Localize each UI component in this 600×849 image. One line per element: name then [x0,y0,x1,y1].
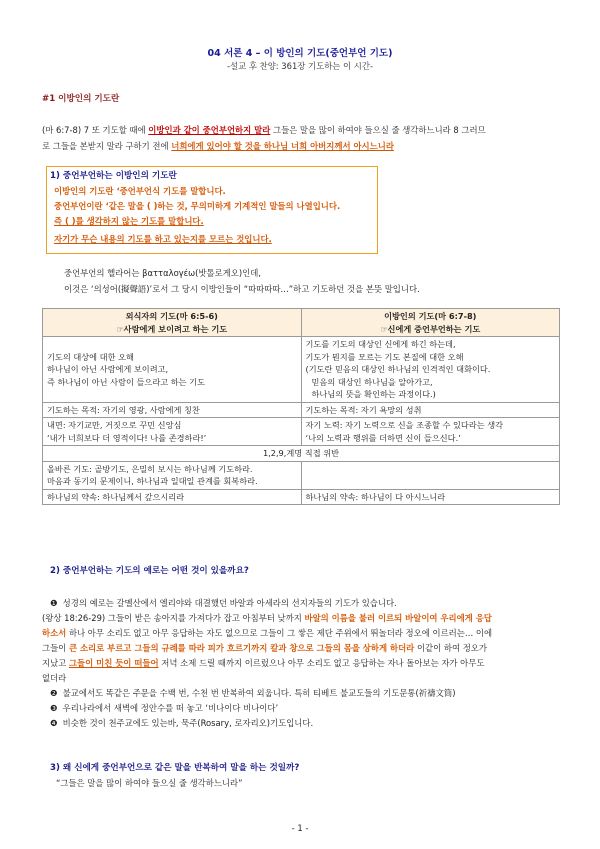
table-cell [43,337,302,403]
text-span: 그들이 [42,643,69,653]
text-span: 하나 아무 소리도 없고 아무 응답하는 자도 없으므로 그들이 그 쌓은 제단 주위에서 뛰놀더라 정오에 이르러는… 이에 [66,628,493,638]
example-line: 없더라 [42,673,67,683]
table-cell: 하나님의 약속: 하나님께서 갚으시리라 [43,489,302,505]
cell-line [47,338,297,351]
table-cell: 기도하는 목적: 자기의 영광, 사람에게 칭찬 [43,402,302,418]
highlight-span: 하소서 [42,628,67,638]
quote-line: “그들은 말을 많이 하여야 들으실 줄 생각하느니라” [56,778,243,788]
text-span: 이같이 하여 정오가 [414,643,487,653]
highlight-span: 너희에게 있어야 할 것을 하나님 너희 아버지께서 아시느니라 [171,141,394,151]
highlight-span: 그들이 미친 듯이 떠들어 [68,658,159,668]
definition-line-3: 즉 ( )를 생각하지 않는 기도를 말합니다. [54,216,204,226]
text-span: 성경의 예로는 갈멜산에서 엘리야와 대결했던 바알과 아세라의 선지자들의 기도가 있습니다. [62,598,397,608]
table-cell [43,418,302,446]
example-line [42,657,484,670]
text-span: 비슷한 것이 천주교에도 있는바, 묵주(Rosary, 로자리오)기도입니다. [62,718,314,728]
scripture-line-2 [42,140,394,153]
page-title: 04 서론 4 – 이 방인의 기도(중언부언 기도) [207,48,393,59]
definition-line-2: 중언부언이란 ‘같은 말을 ( )하는 것, 무의미하게 기계적인 말들의 나열입니다. [54,201,341,211]
example-item-1 [50,597,397,610]
example-line [42,642,487,655]
cell-line: 자기 노력: 자기 노력으로 신을 조종할 수 있다라는 생각 [305,420,504,430]
table-cell [301,418,560,446]
table-cell [301,337,560,403]
number-bullet-icon: ❷ [50,688,58,698]
cell-line: ‘내가 너희보다 더 영적이다! 나를 존경하라!’ [47,432,207,443]
cell-line: ‘나의 노력과 행위를 더하면 신이 들으신다.’ [305,432,461,443]
definition-line-4: 자기가 무슨 내용의 기도를 하고 있는지를 모르는 것입니다. [54,234,272,244]
number-bullet-icon: ❹ [50,718,58,728]
table-cell: 기도하는 목적: 자기 욕망의 성취 [301,402,560,418]
text-span: 지났고 [42,658,69,668]
scripture-line-1 [42,124,486,137]
table-cell: 하나님의 약속: 하나님이 다 아시느니라 [301,489,560,505]
number-bullet-icon: ❶ [50,598,58,608]
table-row [43,446,560,462]
table-row [43,402,560,418]
table-header-left [43,309,302,337]
example-line [42,627,492,640]
onomatopoeia-line: 이것은 ‘의성어(擬聲語)’로서 그 당시 이방인들이 “따따따따…”하고 기도하던 것을 본뜻 말입니다. [64,284,420,294]
text-span: 로 그들을 본받지 말라 구하기 전에 [42,141,172,151]
table-header-row [43,309,560,337]
table-row [43,489,560,505]
cell-line: 믿음의 대상인 하나님을 알아가고, [311,376,433,387]
question-heading-2: 2) 중언부언하는 기도의 예로는 어떤 것이 있을까요? [50,566,249,576]
question-heading-1: 1) 중언부언하는 이방인의 기도란 [50,171,177,181]
number-bullet-icon: ❸ [50,703,58,713]
table-row [43,337,560,403]
highlight-span: 바알의 이름을 불러 이르되 바알이여 우리에게 응답 [304,613,492,623]
cell-line: 마음과 동기의 문제이니, 하나님과 일대일 관계를 회복하라. [47,476,258,486]
text-span: (왕상 18:26-29) 그들이 받은 송아지를 가져다가 잡고 아침부터 낮까지 [42,613,305,623]
header-text: 이방인의 기도(마 6:7-8) [384,311,477,321]
table-row [43,461,560,489]
question-heading-3: 3) 왜 신에게 중언부언으로 같은 말을 반복하여 말을 하는 것일까? [50,763,300,773]
cell-line: 기도가 뭔지를 모르는 기도 본질에 대한 오해 [305,351,464,362]
table-row [43,418,560,446]
cell-line: 하나님의 뜻을 확인하는 과정이다.) [311,389,436,399]
highlight-span: 이방인과 같이 중언부언하지 말라 [148,125,271,135]
example-line [42,612,492,625]
cell-line: 올바른 기도: 골방기도, 은밀히 보시는 하나님께 기도하라. [47,463,253,474]
cell-line: (기도란 믿음의 대상인 하나님의 인격적인 대화이다. [305,364,491,374]
cell-line: 즉 하나님이 아닌 사람이 들으라고 하는 기도 [47,376,205,387]
table-header-right [301,309,560,337]
table-cell-empty [301,461,560,489]
cell-line: 기도를 기도의 대상인 신에게 하긴 하는데, [305,339,456,349]
example-item-2 [50,687,456,700]
cell-line: 하나님이 아닌 사람에게 보이려고, [47,364,169,374]
text-span: (마 6:7-8) 7 또 기도할 때에 [42,125,149,135]
greek-word-line: 중언부언의 헬라어는 βατταλογέω(밧톨로게오)인데, [64,268,262,278]
cell-line: 기도의 대상에 대한 오해 [47,351,134,362]
cell-line: 내면: 자기교만, 거짓으로 꾸민 신앙심 [47,420,182,430]
page-subtitle: -설교 후 찬양: 361장 기도하는 이 시간- [227,61,373,71]
header-text: ☞사람에게 보이려고 하는 기도 [116,323,228,334]
definition-line-1: 이방인의 기도란 ‘중언부언식 기도를 말합니다. [54,186,226,196]
example-item-3 [50,702,278,715]
comparison-table [42,308,560,505]
text-span: 우리나라에서 새벽에 정안수를 떠 놓고 ‘비나이다 비나이다’ [62,703,279,713]
text-span: 불교에서도 똑같은 주문을 수백 번, 수천 번 반복하여 외웁니다. 특히 티베트 불교도들의 기도문통(祈禱文筒) [62,688,456,698]
table-cell-merged: 1,2,9,계명 직접 위반 [43,446,560,462]
section-heading: #1 이방인의 기도란 [42,94,120,104]
page-number: - 1 - [291,823,309,833]
highlight-span: 큰 소리로 부르고 그들의 규례를 따라 피가 흐르기까지 칼과 창으로 그들의 몸을 상하게 하더라 [68,643,415,653]
text-span: 그들은 말을 많이 하여야 들으실 줄 생각하느니라 8 그러므 [270,125,486,135]
table-cell [43,461,302,489]
header-text: ☞신에게 중언부언하는 기도 [380,323,481,334]
example-item-4 [50,717,313,730]
text-span: 저녁 소제 드릴 때까지 이르렀으나 아무 소리도 없고 응답하는 자나 돌아보는 자가 아무도 [158,658,485,668]
header-text: 외식자의 기도(마 6:5-6) [125,311,218,321]
